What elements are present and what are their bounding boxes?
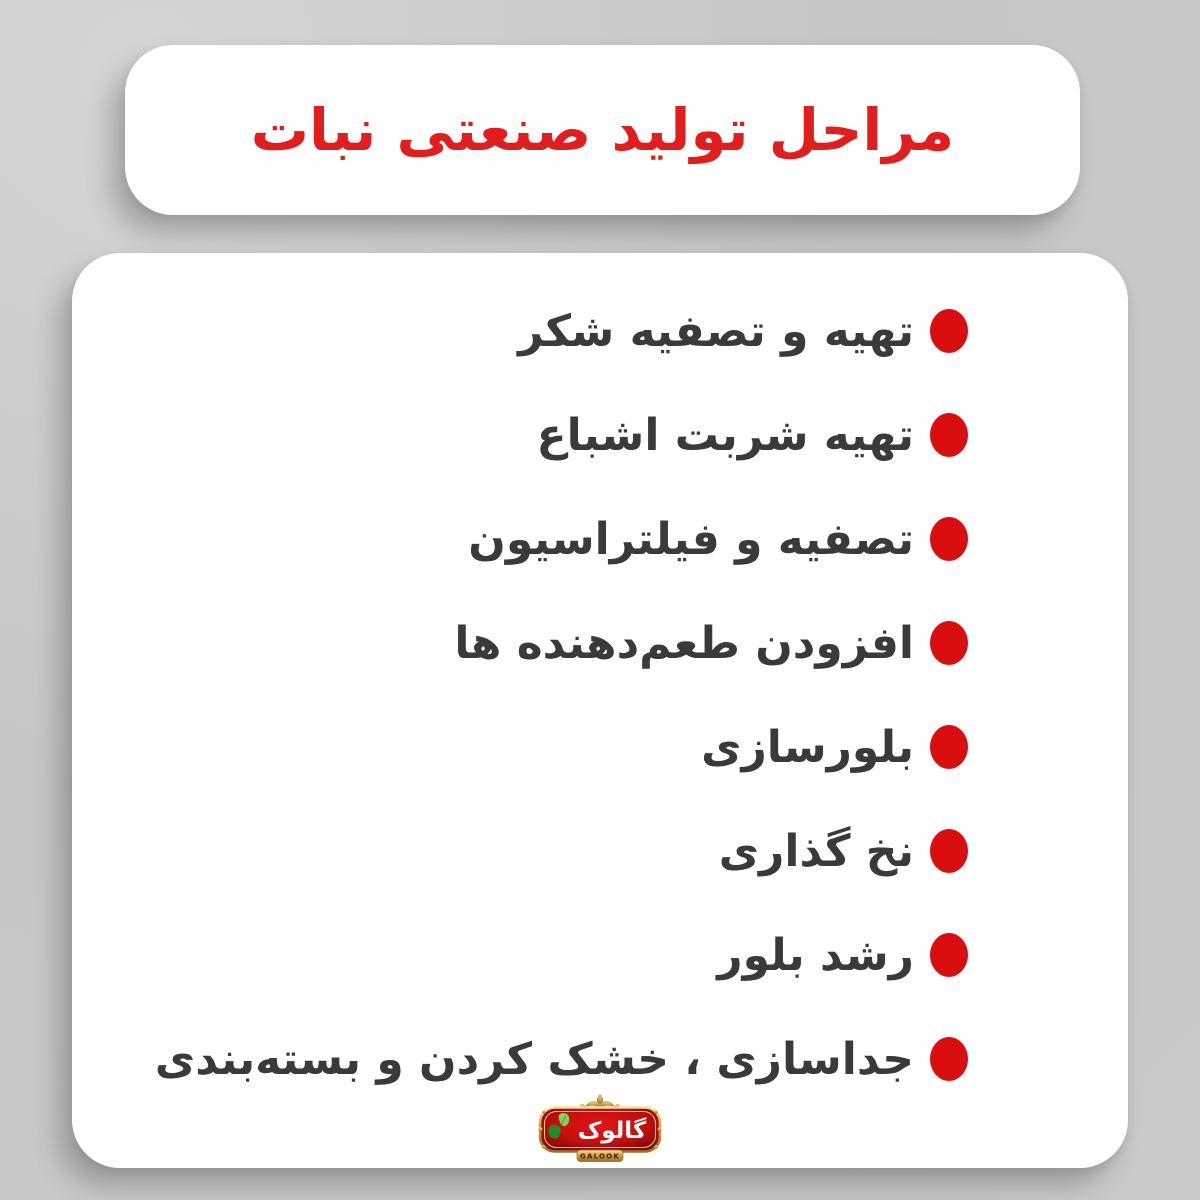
bullet-icon bbox=[930, 1037, 968, 1081]
list-item bbox=[112, 279, 968, 383]
list-item bbox=[112, 799, 968, 903]
list-item bbox=[112, 903, 968, 1007]
bullet-icon bbox=[930, 309, 968, 353]
logo-latin-text: GALOOK bbox=[580, 1152, 620, 1161]
step-label: بلورسازی bbox=[701, 721, 914, 773]
step-label: افزودن طعم‌دهنده ها bbox=[454, 617, 914, 669]
bullet-icon bbox=[930, 829, 968, 873]
step-label: تهیه شربت اشباع bbox=[536, 409, 914, 461]
step-label: رشد بلور bbox=[717, 929, 914, 981]
bullet-icon bbox=[930, 725, 968, 769]
bullet-icon bbox=[930, 621, 968, 665]
list-item bbox=[112, 383, 968, 487]
step-label: جداسازی ، خشک کردن و بسته‌بندی bbox=[154, 1033, 914, 1085]
list-item bbox=[112, 695, 968, 799]
step-label: نخ گذاری bbox=[718, 825, 914, 877]
bullet-icon bbox=[930, 517, 968, 561]
list-item bbox=[112, 591, 968, 695]
step-label: تهیه و تصفیه شکر bbox=[518, 305, 914, 357]
bullet-icon bbox=[930, 933, 968, 977]
logo-persian-text: گالوک bbox=[577, 1118, 647, 1144]
steps-card bbox=[72, 253, 1128, 1168]
steps-list bbox=[112, 279, 968, 1111]
step-label: تصفیه و فیلتراسیون bbox=[468, 513, 914, 565]
page-title: مراحل تولید صنعتی نبات bbox=[250, 96, 955, 164]
bullet-icon bbox=[930, 413, 968, 457]
galook-logo-icon bbox=[530, 1094, 670, 1164]
list-item bbox=[112, 487, 968, 591]
title-card bbox=[125, 45, 1080, 215]
